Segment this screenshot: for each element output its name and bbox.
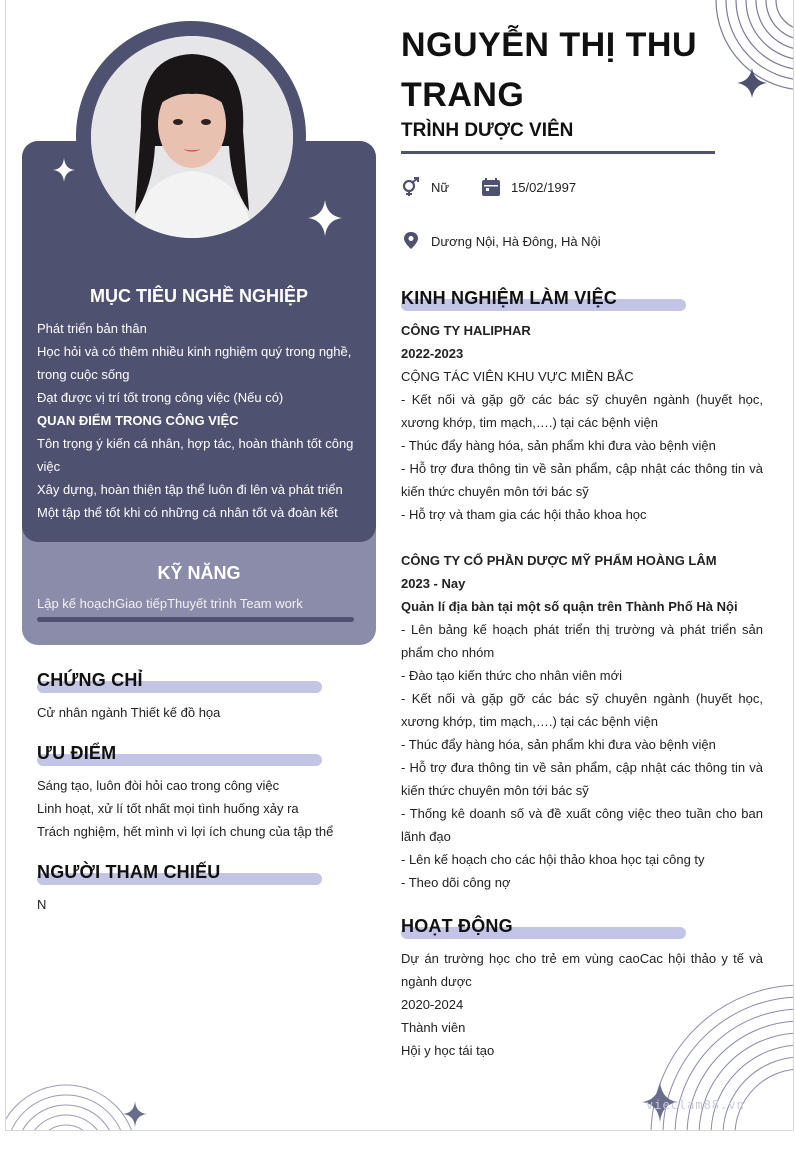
activity-name: Dự án trường học cho trẻ em vùng caoCac hội thảo y tế và ngành dược [401, 951, 763, 989]
job-duty: - Kết nối và gặp gỡ các bác sỹ chuyên ngành (huyết học, xương khớp, tim mạch,….) tại các bệnh viện [401, 392, 763, 430]
strength-item: Trách nghiệm, hết mình vì lợi ích chung của tập thể [37, 824, 334, 839]
job-title: TRÌNH DƯỢC VIÊN [401, 120, 574, 141]
job-duty: - Theo dõi công nợ [401, 875, 511, 890]
rings-bottom-left-decoration [6, 1075, 136, 1131]
job-duty: - Lên bảng kế hoạch phát triển thị trường và phát triển sản phẩm cho nhóm [401, 622, 763, 660]
viewpoint-line: Xây dựng, hoàn thiện tập thể luôn đi lên và phát triển [37, 482, 343, 497]
certificate-item: Cử nhân ngành Thiết kế đồ họa [37, 705, 221, 720]
gender-icon [401, 177, 421, 197]
job-period: 2023 - Nay [401, 576, 466, 591]
objective-title: MỤC TIÊU NGHỀ NGHIỆP [89, 286, 308, 306]
references-text: N [37, 897, 47, 912]
certificates-title: CHỨNG CHỈ [37, 670, 143, 690]
gender-value: Nữ [431, 179, 450, 195]
job-duty: - Lên kế hoạch cho các hội thảo khoa học tại công ty [401, 852, 705, 867]
strength-item: Sáng tạo, luôn đòi hỏi cao trong công việc [37, 778, 280, 793]
activity-role: Thành viên [401, 1020, 466, 1035]
job-entry [401, 549, 763, 894]
gender-info [401, 177, 449, 197]
objective-line: Học hỏi và có thêm nhiều kinh nghiệm quý trong nghề, trong cuộc sống [37, 344, 352, 382]
full-name: NGUYỄN THỊ THU TRANG [401, 26, 697, 114]
job-duty: - Kết nối và gặp gỡ các bác sỹ chuyên ngành (huyết học, xương khớp, tim mạch,….) tại các bệnh viện [401, 691, 763, 729]
job-position: Quản lí địa bàn tại một số quận trên Thành Phố Hà Nội [401, 599, 738, 614]
avatar [91, 36, 293, 238]
job-duty: - Thúc đẩy hàng hóa, sản phẩm khi đưa vào bệnh viện [401, 737, 716, 752]
job-duty: - Thúc đẩy hàng hóa, sản phẩm khi đưa vào bệnh viện [401, 438, 716, 453]
job-duty: - Hỗ trợ đưa thông tin về sản phẩm, cập nhật các thông tin và kiến thức chuyên môn tới bác sỹ [401, 461, 763, 499]
sparkle-icon [737, 68, 767, 98]
job-duty: - Hỗ trợ và tham gia các hội thảo khoa học [401, 507, 647, 522]
company-name: CÔNG TY HALIPHAR [401, 323, 531, 338]
strengths-list [37, 774, 333, 843]
objective-text [37, 317, 367, 524]
job-duty: - Đào tạo kiến thức cho nhân viên mới [401, 668, 623, 683]
cv-page [5, 0, 794, 1131]
skills-text: Lập kế hoạchGiao tiếpThuyết trình Team work [37, 596, 303, 611]
experience-title: KINH NGHIỆM LÀM VIỆC [401, 288, 618, 308]
address-info [401, 231, 601, 251]
title-divider [401, 151, 715, 154]
activities-title: HOẠT ĐỘNG [401, 916, 513, 936]
company-name: CÔNG TY CỔ PHẦN DƯỢC MỸ PHẨM HOÀNG LÂM [401, 553, 717, 568]
skill-level-bar [37, 617, 354, 622]
activity-org: Hội y học tái tạo [401, 1043, 495, 1058]
strengths-title: ƯU ĐIỂM [37, 743, 117, 763]
sparkle-icon [53, 158, 75, 182]
activity-entry [401, 947, 763, 1062]
objective-line: Phát triển bản thân [37, 321, 147, 336]
birthday-info [481, 177, 576, 197]
sparkle-icon [123, 1101, 147, 1127]
address-value: Dương Nội, Hà Đông, Hà Nội [431, 233, 601, 249]
job-position: CỘNG TÁC VIÊN KHU VỰC MIỀN BẮC [401, 369, 634, 384]
skills-title: KỸ NĂNG [157, 563, 241, 583]
watermark: vieclam88.vn [646, 1098, 745, 1112]
viewpoint-subtitle: QUAN ĐIỂM TRONG CÔNG VIỆC [37, 413, 239, 428]
objective-line: Đạt được vị trí tốt trong công việc (Nếu có) [37, 390, 284, 405]
job-duty: - Thống kê doanh số và đề xuất công việc theo tuần cho ban lãnh đạo [401, 806, 763, 844]
calendar-icon [481, 177, 501, 197]
location-pin-icon [401, 231, 421, 251]
sparkle-icon [308, 200, 342, 236]
viewpoint-line: Một tập thể tốt khi có những cá nhân tốt và đoàn kết [37, 505, 338, 520]
activity-period: 2020-2024 [401, 997, 464, 1012]
references-title: NGƯỜI THAM CHIẾU [37, 862, 221, 882]
job-duty: - Hỗ trợ đưa thông tin về sản phẩm, cập nhật các thông tin và kiến thức chuyên môn tới bác sỹ [401, 760, 763, 798]
job-period: 2022-2023 [401, 346, 464, 361]
birthday-value: 15/02/1997 [511, 179, 577, 195]
job-entry [401, 319, 763, 526]
viewpoint-line: Tôn trọng ý kiến cá nhân, hợp tác, hoàn thành tốt công việc [37, 436, 354, 474]
strength-item: Linh hoạt, xử lí tốt nhất mọi tình huống xảy ra [37, 801, 299, 816]
